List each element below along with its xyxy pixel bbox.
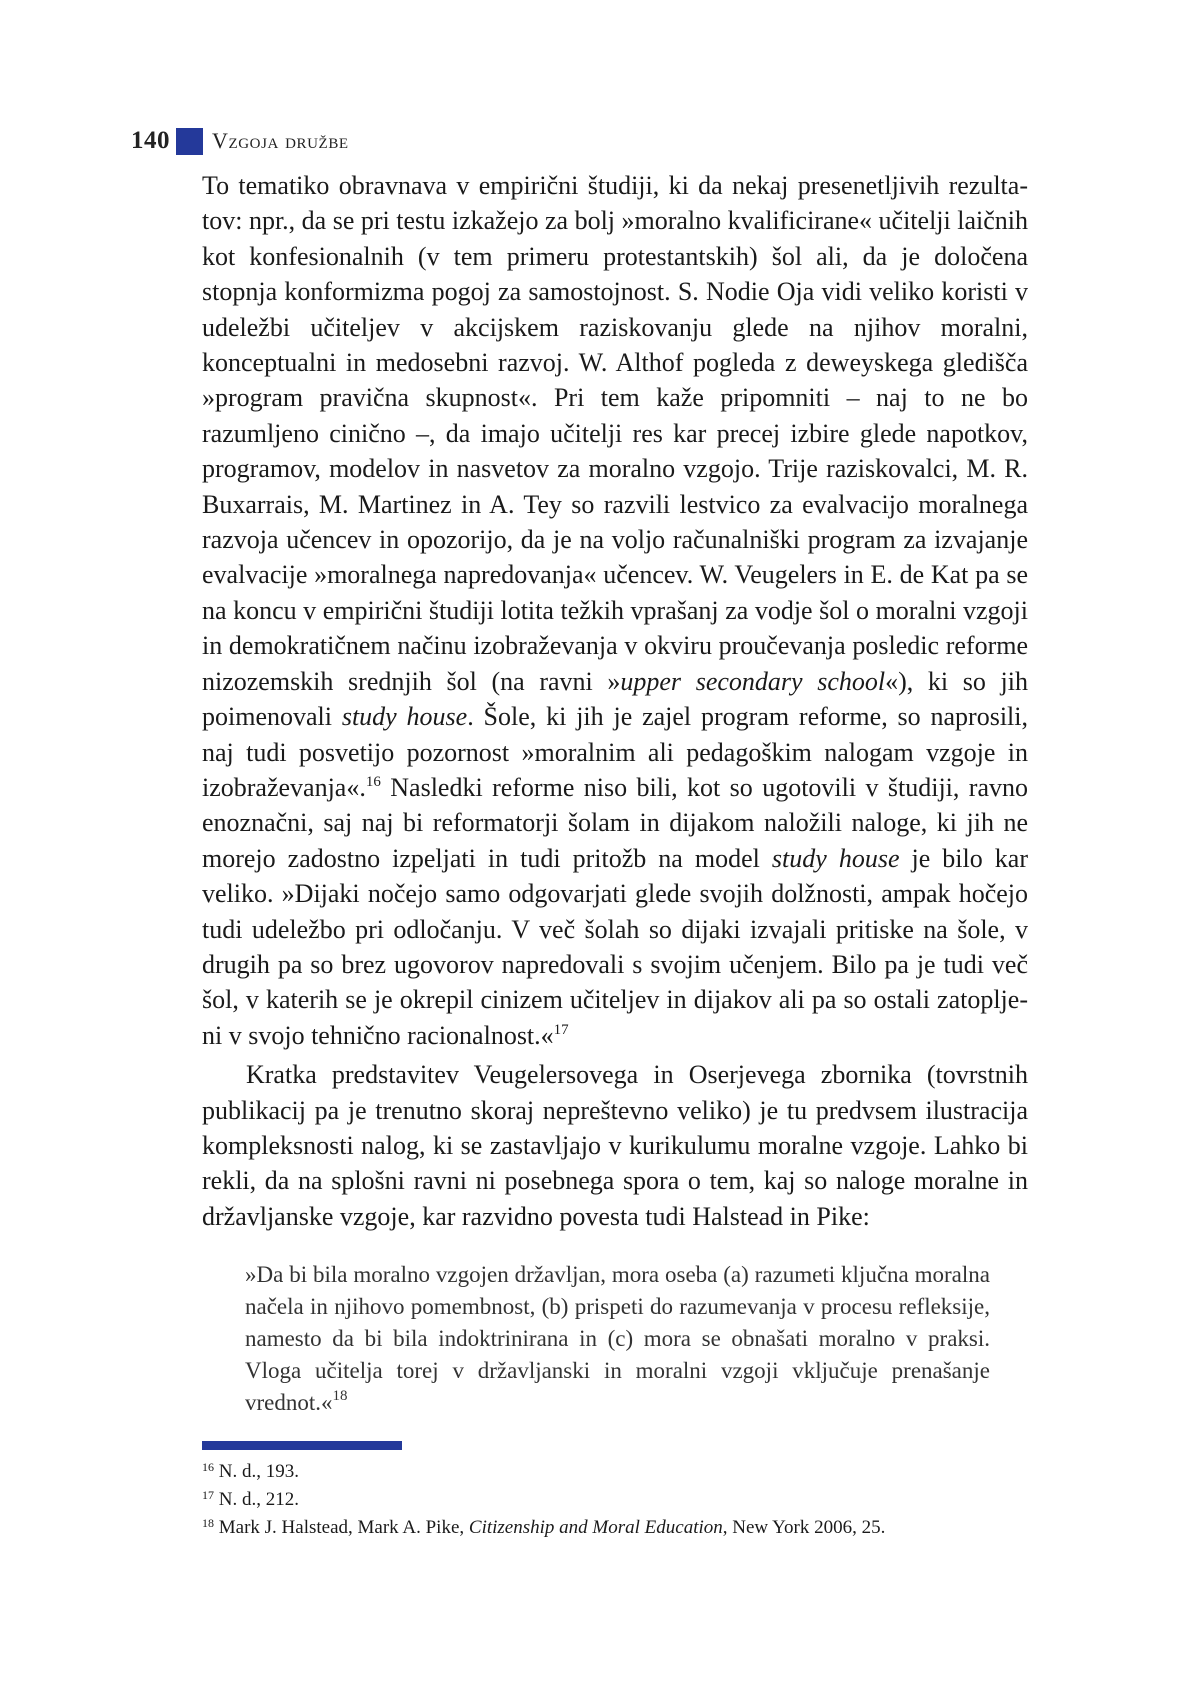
footnotes	[202, 1458, 1028, 1542]
footnote-16	[202, 1458, 1028, 1486]
paragraph-1	[202, 168, 1028, 1053]
block-quote-text: »Da bi bila moralno vzgojen državljan, mora oseba (a) razumeti ključna moralna načela in njihovo pomembnost, (b) prispeti do razumevanja v procesu refleksije, namesto da bi bila indoktrinirana in (c) mora se obnašati moralno v praksi. Vloga učitelja torej v državljanski in moralni vzgoji vključuje prenašanje vrednot.«	[245, 1262, 990, 1415]
footnote-ref-18[interactable]: 18	[332, 1388, 348, 1404]
footnote-ref-16[interactable]: 16	[365, 773, 381, 790]
body-text	[202, 168, 1028, 1234]
page-number: 140	[131, 127, 170, 154]
block-quote	[245, 1259, 990, 1419]
italic-upper-secondary-school: upper secondary school	[620, 666, 886, 696]
paragraph-1-text-e: je bilo kar veliko. »Dijaki nočejo samo odgovarjati glede svojih dolžnosti, ampak hočejo tudi udeležbo pri odločanju. V več šolah so dijaki izvajali pritiske na šole, v drugih pa so brez ugovorov napredovali s svojim učenjem. Bilo pa je tudi več šol, v katerih se je okrepil cinizem učiteljev in dijakov ali pa so ostali zatopljeni v svojo tehnično racionalnost.«	[202, 843, 1028, 1050]
footnote-separator	[202, 1441, 402, 1450]
paragraph-1-text-a: To tematiko obravnava v empirični študiji, ki da nekaj presenetljivih rezultatov: npr., da se pri testu izkažejo za bolj »moralno kvalificirane« učitelji laičnih kot konfesionalnih (v tem primeru protestantskih) šol ali, da je določena stopnja konformizma pogoj za samostojnost. S. Nodie Oja vidi veliko koristi v udeležbi učiteljev v akcijskem raziskovanju glede na njihov moralni, konceptualni in medosebni razvoj. W. Althof pogleda z deweyskega gledišča »program pravična skupnost«. Pri tem kaže pripomniti – naj to ne bo razumljeno cinično –, da imajo učitelji res kar precej izbire glede napotkov, programov, modelov in nasvetov za moralno vzgojo. Trije raziskovalci, M. R. Buxarrais, M. Martinez in A. Tey so razvili lestvico za evalvacijo moralnega razvoja učencev in opozorijo, da je na voljo računalniški program za izvajanje evalvacije »moralnega napredovanja« učencev. W. Veugelers in E. de Kat pa se na koncu v empirični študiji lotita težkih vprašanj za vodje šol o moralni vzgoji in demokratičnem načinu izobraževanja v okviru proučevanja posledic reforme nizozemskih srednjih šol (na ravni »	[202, 171, 1028, 696]
footnote-number-18: 18	[202, 1516, 214, 1530]
header-square-ornament	[176, 128, 203, 155]
running-title: Vzgoja družbe	[212, 128, 349, 153]
footnote-number-17: 17	[202, 1488, 214, 1502]
paragraph-2: Kratka predstavitev Veugelersovega in Oserjevega zbornika (tovrstnih publikacij pa je trenutno skoraj nepreštevno veliko) je tu predvsem ilustracija kompleksnosti nalog, ki se zastavljajo v kurikulumu moralne vzgoje. Lahko bi rekli, da na splošni ravni ni posebnega spora o tem, kaj so naloge moralne in državljanske vzgoje, kar razvidno povesta tudi Halstead in Pike:	[202, 1060, 1028, 1231]
paragraph-1-text-b: «), ki so jih poimenovali	[202, 666, 1028, 732]
footnote-text-18-a: Mark J. Halstead, Mark A. Pike,	[214, 1517, 469, 1538]
footnote-text-17: N. d., 212.	[214, 1489, 299, 1510]
italic-study-house: study house	[341, 702, 468, 732]
paragraph-1-text-d: Nasledki reforme niso bili, kot so ugotovili v študiji, ravno enoznačni, saj naj bi reformatorji šolam in dijakom naložili naloge, ki jih ne morejo zadostno izpeljati in tudi pritožb na model	[202, 772, 1028, 873]
footnote-18	[202, 1514, 1028, 1542]
footnote-17	[202, 1486, 1028, 1514]
footnote-18-book-title: Citizenship and Moral Education	[468, 1517, 723, 1538]
footnote-ref-17[interactable]: 17	[553, 1021, 569, 1038]
running-header	[131, 126, 349, 156]
footnote-text-18-b: , New York 2006, 25.	[722, 1517, 886, 1538]
paragraph-1-text-c: . Šole, ki jih je zajel program reforme, so naprosili, naj tudi posvetijo pozornost »moralnim ali pedagoškim nalogam vzgoje in izobraževanja«.	[202, 702, 1028, 802]
footnote-number-16: 16	[202, 1460, 214, 1474]
footnote-text-16: N. d., 193.	[214, 1461, 299, 1482]
italic-study-house-2: study house	[771, 843, 900, 873]
